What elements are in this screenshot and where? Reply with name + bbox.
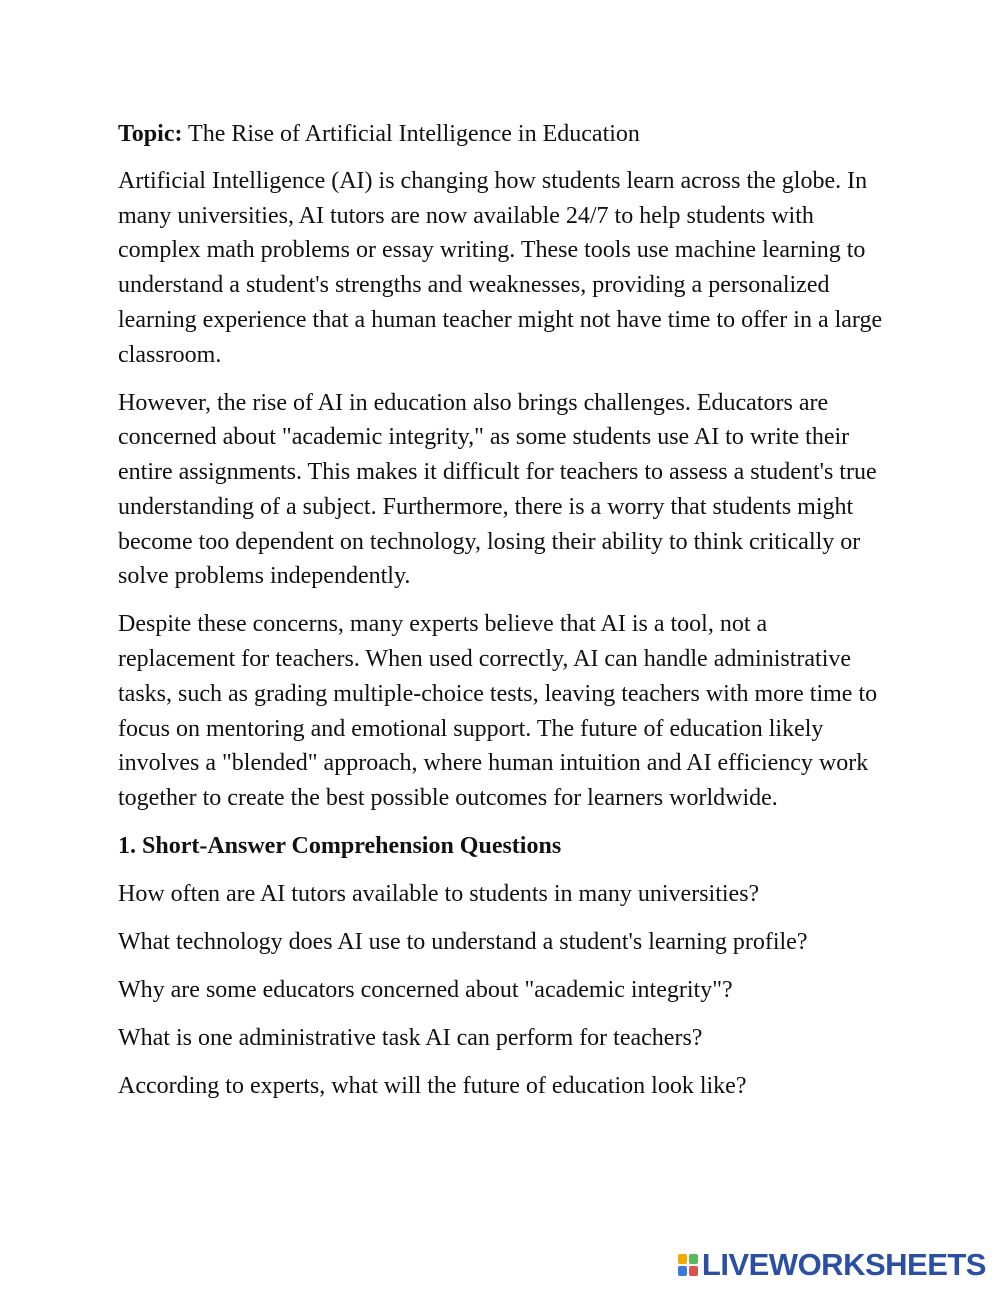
worksheet-page [118, 117, 888, 1117]
reading-paragraph-2: However, the rise of AI in education also brings challenges. Educators are concerned about "academic integrity," as some students use AI to write their entire assignments. This makes it difficult for teachers to assess a student's true understanding of a subject. Furthermore, there is a worry that students might become too dependent on technology, losing their ability to think critically or solve problems independently. [118, 389, 877, 590]
reading-paragraph-3: Despite these concerns, many experts believe that AI is a tool, not a replacement for teachers. When used correctly, AI can handle administrative tasks, such as grading multiple-choice tests, leaving teachers with more time to focus on mentoring and emotional support. The future of education likely involves a "blended" approach, where human intuition and AI efficiency work together to create the best possible outcomes for learners worldwide. [118, 611, 878, 811]
liveworksheets-brand [678, 1249, 986, 1280]
brand-name: LIVEWORKSHEETS [701, 1247, 986, 1282]
question-4: What is one administrative task AI can perform for teachers? [118, 1025, 703, 1052]
reading-paragraph-1: Artificial Intelligence (AI) is changing how students learn across the globe. In many universities, AI tutors are now available 24/7 to help students with complex math problems or essay writing. These tools use machine learning to understand a student's strengths and weaknesses, providing a personalized learning experience that a human teacher might not have time to offer in a large classroom. [118, 168, 883, 368]
question-5: According to experts, what will the future of education look like? [118, 1073, 747, 1100]
question-3: Why are some educators concerned about "academic integrity"? [118, 977, 733, 1004]
question-1: How often are AI tutors available to students in many universities? [118, 881, 760, 908]
topic-line [118, 117, 888, 151]
liveworksheets-logo-icon [678, 1254, 698, 1276]
logo-square-2 [689, 1254, 698, 1264]
question-2: What technology does AI use to understand a student's learning profile? [118, 929, 808, 956]
logo-square-3 [678, 1266, 687, 1276]
questions-heading: 1. Short-Answer Comprehension Questions [118, 833, 562, 860]
topic-title: The Rise of Artificial Intelligence in Education [188, 121, 640, 147]
logo-square-4 [689, 1266, 698, 1276]
logo-square-1 [678, 1254, 687, 1264]
topic-label: Topic: [118, 121, 183, 147]
